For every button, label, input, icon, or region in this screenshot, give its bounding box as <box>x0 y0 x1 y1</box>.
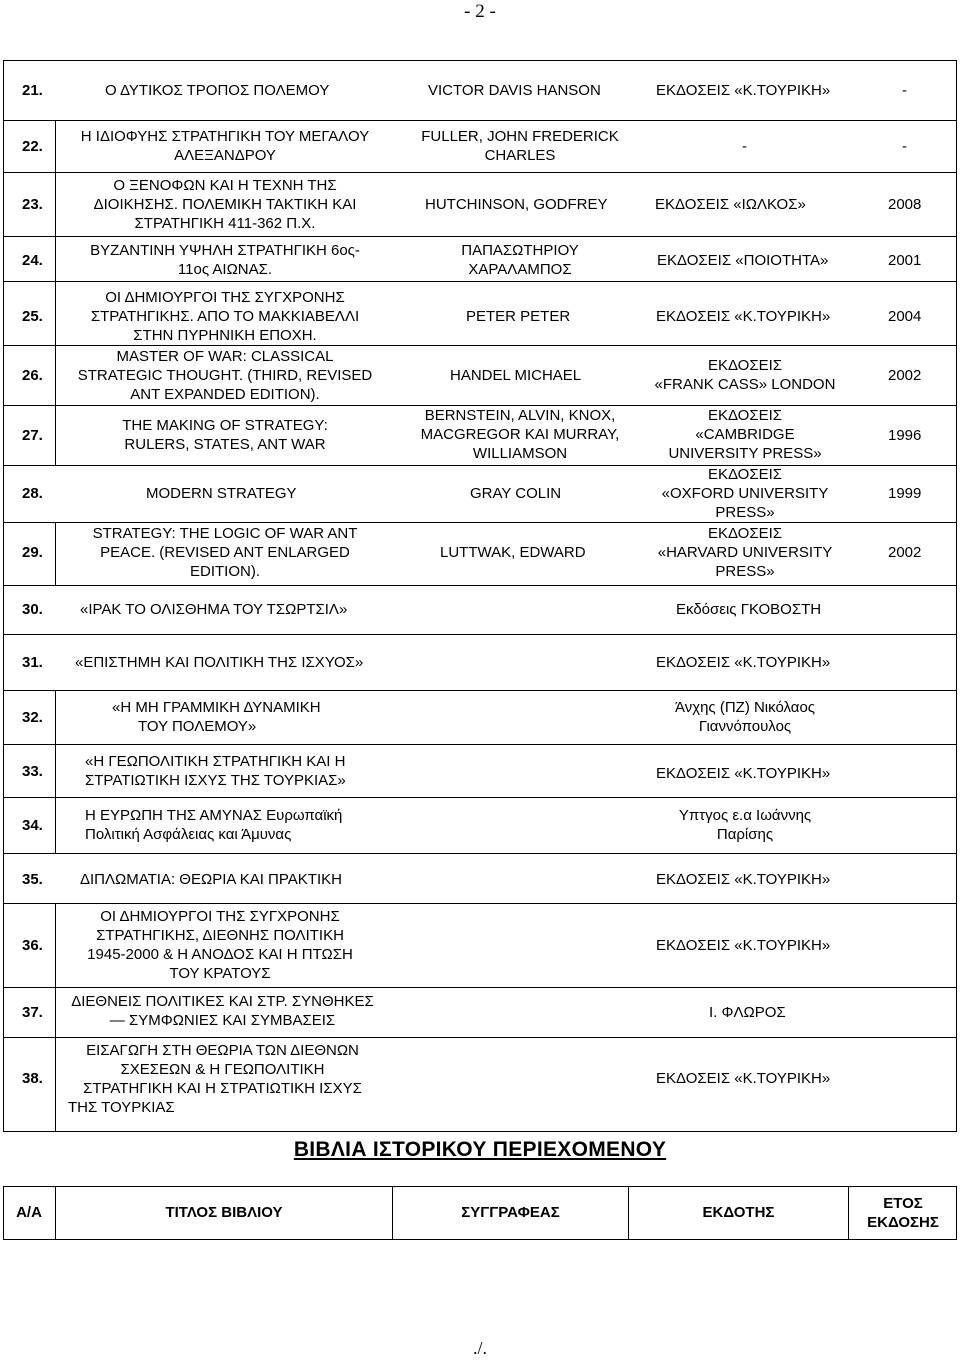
row-divider <box>3 903 957 904</box>
book-title <box>60 288 390 345</box>
row-divider <box>3 345 957 346</box>
book-title-line: Πολιτική Ασφάλειας και Άμυνας <box>85 826 292 843</box>
book-publisher-line: «HARVARD UNIVERSITY <box>657 544 833 561</box>
book-publisher: ΕΚΔΟΣΕΙΣ «Κ.ΤΟΥΡΙΚΗ» <box>656 871 831 888</box>
row-divider <box>3 853 957 854</box>
row-divider <box>3 281 957 282</box>
book-title-line: ΣΤΗΝ ΠΥΡΗΝΙΚΗ ΕΠΟΧΗ. <box>133 327 317 344</box>
book-publisher <box>640 698 850 736</box>
header-publisher: ΕΚΔΟΤΗΣ <box>702 1204 775 1221</box>
book-title-line: ΣΤΡΑΤΙΩΤΙΚΗ ΙΣΧΥΣ ΤΗΣ ΤΟΥΡΚΙΑΣ» <box>85 772 346 789</box>
book-publisher-line: ΕΚΔΟΣΕΙΣ <box>707 525 783 542</box>
book-publisher: ΕΚΔΟΣΕΙΣ «Κ.ΤΟΥΡΙΚΗ» <box>656 82 831 99</box>
row-number: 30. <box>22 601 43 618</box>
book-title-line: Η ΙΔΙΟΦΥΗΣ ΣΤΡΑΤΗΓΙΚΗ ΤΟΥ ΜΕΓΑΛΟΥ <box>80 128 370 145</box>
book-title-line: ΔΙΕΘΝΕΙΣ ΠΟΛΙΤΙΚΕΣ ΚΑΙ ΣΤΡ. ΣΥΝΘΗΚΕΣ <box>71 993 374 1010</box>
book-title-line: STRATEGY: THE LOGIC OF WAR ANT <box>92 525 358 542</box>
row-divider <box>3 1037 957 1038</box>
book-author-line: ΠΑΠΑΣΩΤΗΡΙΟΥ <box>461 242 579 259</box>
book-publisher: ΕΚΔΟΣΕΙΣ «ΙΩΛΚΟΣ» <box>655 196 806 213</box>
row-number: 36. <box>22 937 43 954</box>
row-number: 33. <box>22 763 43 780</box>
col-divider <box>55 120 56 465</box>
book-author-line: MACGREGOR ΚΑΙ MURRAY, <box>420 426 620 443</box>
book-publisher <box>640 406 850 463</box>
row-number: 35. <box>22 871 43 888</box>
book-title-line: ΣΤΡΑΤΗΓΙΚΗΣ, ΔΙΕΘΝΗΣ ΠΟΛΙΤΙΚΗ <box>96 927 344 944</box>
book-author: GRAY COLIN <box>470 485 562 502</box>
col-divider <box>55 522 56 585</box>
book-author: PETER PETER <box>466 308 571 325</box>
book-title-line: PEACE. (REVISED ANT ENLARGED <box>100 544 350 561</box>
row-number: 32. <box>22 709 43 726</box>
book-publisher <box>640 465 850 522</box>
row-number: 28. <box>22 485 43 502</box>
book-author: VICTOR DAVIS HANSON <box>428 82 601 99</box>
book-author: HUTCHINSON, GODFREY <box>425 196 608 213</box>
book-author <box>400 127 640 165</box>
book-publisher-line: Παρίσης <box>716 826 774 843</box>
book-title <box>60 907 380 983</box>
row-divider <box>3 236 957 237</box>
row-number: 26. <box>22 367 43 384</box>
book-title <box>60 127 390 165</box>
book-publisher-line: PRESS» <box>715 563 775 580</box>
book-title: MODERN STRATEGY <box>146 485 297 502</box>
book-publisher-line: PRESS» <box>715 504 775 521</box>
book-title-line: ΟΙ ΔΗΜΙΟΥΡΓΟΙ ΤΗΣ ΣΥΓΧΡΟΝΗΣ <box>105 289 345 306</box>
book-title <box>112 698 321 736</box>
book-title-line: STRATEGIC THOUGHT. (THIRD, REVISED <box>77 367 373 384</box>
book-title-line: ΣΧΕΣΕΩΝ & Η ΓΕΩΠΟΛΙΤΙΚΗ <box>120 1061 325 1078</box>
row-number: 21. <box>22 82 43 99</box>
page-footer: ./. <box>472 1338 487 1358</box>
book-title <box>85 752 346 790</box>
book-title-line: ΒΥΖΑΝΤΙΝΗ ΥΨΗΛΗ ΣΤΡΑΤΗΓΙΚΗ 6ος- <box>90 242 360 259</box>
row-number: 29. <box>22 544 43 561</box>
book-publisher-line: UNIVERSITY PRESS» <box>668 445 822 462</box>
book-title-line: ΣΤΡΑΤΗΓΙΚΗ ΚΑΙ Η ΣΤΡΑΤΙΩΤΙΚΗ ΙΣΧΥΣ <box>83 1080 362 1097</box>
col-divider <box>55 690 56 853</box>
book-title-line: ΣΤΡΑΤΗΓΙΚΗ 411-362 Π.Χ. <box>134 215 316 232</box>
book-title: «ΙΡΑΚ ΤΟ ΟΛΙΣΘΗΜΑ ΤΟΥ ΤΣΩΡΤΣΙΛ» <box>80 601 348 618</box>
header-title: ΤΙΤΛΟΣ ΒΙΒΛΙΟΥ <box>165 1204 283 1221</box>
book-title: Ο ΔΥΤΙΚΟΣ ΤΡΟΠΟΣ ΠΟΛΕΜΟΥ <box>105 82 330 99</box>
book-title-line: RULERS, STATES, ANT WAR <box>124 436 326 453</box>
book-year: 2004 <box>888 308 922 325</box>
book-author <box>400 406 640 463</box>
book-title-line: ΟΙ ΔΗΜΙΟΥΡΓΟΙ ΤΗΣ ΣΥΓΧΡΟΝΗΣ <box>100 908 340 925</box>
book-publisher: ΕΚΔΟΣΕΙΣ «Κ.ΤΟΥΡΙΚΗ» <box>656 1070 831 1087</box>
book-title: «ΕΠΙΣΤΗΜΗ ΚΑΙ ΠΟΛΙΤΙΚΗ ΤΗΣ ΙΣΧΥΟΣ» <box>75 654 364 671</box>
row-number: 24. <box>22 252 43 269</box>
dash-marker: — <box>109 1012 129 1029</box>
book-publisher <box>640 356 850 394</box>
row-divider <box>3 522 957 523</box>
row-divider <box>3 690 957 691</box>
book-title <box>55 992 390 1030</box>
book-title-line: ΣΤΡΑΤΗΓΙΚΗΣ. ΑΠΟ ΤΟ ΜΑΚΚΙΑΒΕΛΛΙ <box>90 308 360 325</box>
book-year: 1999 <box>888 485 922 502</box>
row-divider <box>3 634 957 635</box>
book-title <box>85 806 342 844</box>
row-divider <box>3 987 957 988</box>
book-title-line: Ο ΞΕΝΟΦΩΝ ΚΑΙ Η ΤΕΧΝΗ ΤΗΣ <box>113 177 337 194</box>
row-number: 34. <box>22 817 43 834</box>
row-number: 31. <box>22 654 43 671</box>
header-year <box>849 1194 957 1232</box>
book-title-line: 11ος ΑΙΩΝΑΣ. <box>177 261 273 278</box>
book-title <box>60 416 390 454</box>
header-year-line: ΕΚΔΟΣΗΣ <box>867 1214 939 1231</box>
book-author: LUTTWAK, EDWARD <box>440 544 586 561</box>
book-title <box>60 1041 385 1117</box>
book-year: - <box>902 138 907 155</box>
book-title-line: ΤΗΣ ΤΟΥΡΚΙΑΣ <box>68 1099 175 1116</box>
book-author-line: CHARLES <box>484 147 556 164</box>
book-publisher: ΕΚΔΟΣΕΙΣ «ΠΟΙΟΤΗΤΑ» <box>657 252 829 269</box>
row-divider <box>3 797 957 798</box>
book-author-line: FULLER, JOHN FREDERICK <box>421 128 619 145</box>
book-year: - <box>902 82 907 99</box>
book-title <box>60 347 390 404</box>
row-number: 25. <box>22 308 43 325</box>
book-publisher-line: ΕΚΔΟΣΕΙΣ <box>707 357 783 374</box>
book-author-line: WILLIAMSON <box>472 445 568 462</box>
book-publisher-line: ΕΚΔΟΣΕΙΣ <box>707 466 783 483</box>
row-number: 37. <box>22 1004 43 1021</box>
book-publisher: ΕΚΔΟΣΕΙΣ «Κ.ΤΟΥΡΙΚΗ» <box>656 654 831 671</box>
book-title-line: ΤΟΥ ΠΟΛΕΜΟΥ» <box>138 718 257 735</box>
book-title-line: ΕΙΣΑΓΩΓΗ ΣΤΗ ΘΕΩΡΙΑ ΤΩΝ ΔΙΕΘΝΩΝ <box>86 1042 359 1059</box>
book-year: 2001 <box>888 252 922 269</box>
book-year: 2002 <box>888 544 922 561</box>
book-author-line: BERNSTEIN, ALVIN, KNOX, <box>424 407 616 424</box>
book-publisher-line: «OXFORD UNIVERSITY <box>661 485 829 502</box>
book-publisher-line: ΕΚΔΟΣΕΙΣ <box>707 407 783 424</box>
book-title: ΔΙΠΛΩΜΑΤΙΑ: ΘΕΩΡΙΑ ΚΑΙ ΠΡΑΚΤΙΚΗ <box>80 871 342 888</box>
row-divider <box>3 172 957 173</box>
book-year: 1996 <box>888 427 922 444</box>
row-number: 27. <box>22 427 43 444</box>
book-publisher-line: «CAMBRIDGE <box>695 426 795 443</box>
book-publisher: ΕΚΔΟΣΕΙΣ «Κ.ΤΟΥΡΙΚΗ» <box>656 765 831 782</box>
row-divider <box>3 585 957 586</box>
book-publisher: Εκδόσεις ΓΚΟΒΟΣΤΗ <box>676 601 822 618</box>
book-publisher <box>640 524 850 581</box>
book-publisher-line: Υπτγος ε.α Ιωάννης <box>678 807 812 824</box>
page-number: - 2 - <box>464 1 496 22</box>
book-publisher-line: «FRANK CASS» LONDON <box>654 376 836 393</box>
row-divider <box>3 744 957 745</box>
book-author: HANDEL MICHAEL <box>450 367 582 384</box>
book-year: 2008 <box>888 196 922 213</box>
book-publisher: ΕΚΔΟΣΕΙΣ «Κ.ΤΟΥΡΙΚΗ» <box>656 937 831 954</box>
book-publisher <box>640 806 850 844</box>
book-title-line: ΤΟΥ ΚΡΑΤΟΥΣ <box>169 965 271 982</box>
book-title-line: EDITION). <box>190 563 260 580</box>
book-title-line: 1945-2000 & Η ΑΝΟΔΟΣ ΚΑΙ Η ΠΤΩΣΗ <box>87 946 353 963</box>
book-title <box>60 176 390 233</box>
book-publisher: ΕΚΔΟΣΕΙΣ «Κ.ΤΟΥΡΙΚΗ» <box>656 308 831 325</box>
book-title-line: ΑΛΕΞΑΝΔΡΟΥ <box>174 147 276 164</box>
row-number: 22. <box>22 138 43 155</box>
book-year: 2002 <box>888 367 922 384</box>
book-title-line: MASTER OF WAR: CLASSICAL <box>116 348 334 365</box>
book-title-line: «Η ΜΗ ΓΡΑΜΜΙΚΗ ΔΥΝΑΜΙΚΗ <box>112 699 321 716</box>
row-divider <box>3 120 957 121</box>
book-title-line: «Η ΓΕΩΠΟΛΙΤΙΚΗ ΣΤΡΑΤΗΓΙΚΗ ΚΑΙ Η <box>85 753 346 770</box>
header-year-line: ΕΤΟΣ <box>883 1195 923 1212</box>
header-aa: Α/Α <box>16 1204 42 1221</box>
book-author <box>400 241 640 279</box>
book-title <box>60 241 390 279</box>
section-title: ΒΙΒΛΙΑ ΙΣΤΟΡΙΚΟΥ ΠΕΡΙΕΧΟΜΕΝΟΥ <box>293 1138 667 1161</box>
book-title-line: ΔΙΟΙΚΗΣΗΣ. ΠΟΛΕΜΙΚΗ ΤΑΚΤΙΚΗ ΚΑΙ <box>93 196 357 213</box>
book-author-line: ΧΑΡΑΛΑΜΠΟΣ <box>468 261 572 278</box>
book-title-line-text: ΣΥΜΦΩΝΙΕΣ ΚΑΙ ΣΥΜΒΑΣΕΙΣ <box>128 1012 336 1029</box>
row-number: 38. <box>22 1070 43 1087</box>
book-title-line: THE MAKING OF STRATEGY: <box>122 417 328 434</box>
book-title <box>60 524 390 581</box>
book-publisher-line: Γιαννόπουλος <box>698 718 792 735</box>
book-title-line <box>55 1011 390 1030</box>
book-title-line: Η ΕΥΡΩΠΗ ΤΗΣ ΑΜΥΝΑΣ Ευρωπαϊκή <box>85 807 343 824</box>
row-number: 23. <box>22 196 43 213</box>
book-title-line: ANT EXPANDED EDITION). <box>130 386 320 403</box>
header-author: ΣΥΓΓΡΑΦΕΑΣ <box>461 1204 560 1221</box>
book-publisher: Ι. ΦΛΩΡΟΣ <box>709 1004 786 1021</box>
book-publisher: - <box>742 138 747 155</box>
book-publisher-line: Άνχης (ΠΖ) Νικόλαος <box>674 699 816 716</box>
